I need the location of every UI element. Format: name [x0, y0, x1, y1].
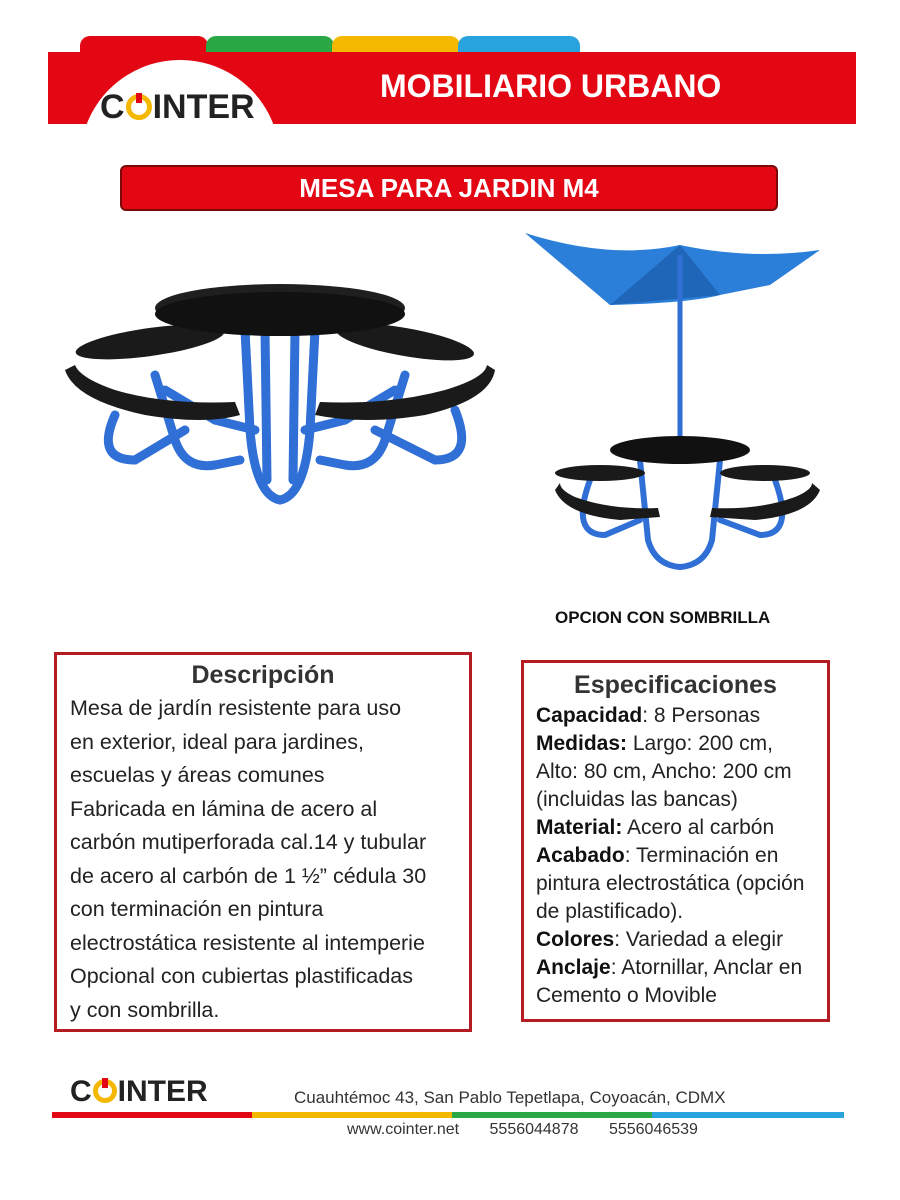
header-logo: C INTER — [100, 88, 255, 126]
footer-stripe-blue — [652, 1112, 844, 1118]
spec-item-anclaje — [536, 954, 819, 1010]
header-title: MOBILIARIO URBANO — [380, 68, 722, 104]
description-line: Mesa de jardín resistente para uso — [70, 696, 402, 720]
website-link[interactable]: www.cointer.net — [347, 1121, 460, 1138]
spec-value: Acero al carbón — [622, 816, 775, 839]
description-line: en exterior, ideal para jardines, — [70, 729, 365, 754]
spec-label: Acabado — [536, 844, 625, 867]
product-title: MESA PARA JARDIN M4 — [299, 172, 599, 203]
specifications-list — [536, 702, 819, 1010]
spec-value: : Terminación en pintura electrostática (opción de plastificado). — [536, 844, 805, 923]
description-line: escuelas y áreas comunes — [70, 763, 325, 787]
spec-item-medidas — [536, 730, 819, 814]
description-line: Opcional con cubiertas plastificadas — [70, 964, 413, 988]
phone-number: 5556044878 — [489, 1121, 579, 1138]
phone-number: 5556046539 — [608, 1121, 698, 1138]
footer-address: Cuauhtémoc 43, San Pablo Tepetlapa, Coyoacán, CDMX — [294, 1088, 726, 1107]
specifications-box — [521, 660, 830, 1022]
description-text — [70, 692, 457, 1027]
spec-item-material — [536, 814, 819, 842]
footer-stripe-yellow — [252, 1112, 452, 1118]
logo-o-icon — [126, 94, 152, 120]
spec-label: Anclaje — [536, 956, 611, 979]
description-heading: Descripción — [191, 661, 335, 689]
description-box — [54, 652, 472, 1032]
spec-value: Largo: 200 cm, Alto: 80 cm, Ancho: 200 cm (incluidas las bancas) — [536, 732, 792, 811]
description-line: de acero al carbón de 1 ½” cédula 30 — [70, 863, 427, 888]
description-line: con terminación en pintura — [70, 897, 324, 921]
spec-item-colores — [536, 926, 819, 954]
footer-logo-o-icon — [93, 1079, 117, 1103]
specifications-heading: Especificaciones — [574, 671, 777, 699]
spec-label: Colores — [536, 928, 615, 951]
spec-item-acabado — [536, 842, 819, 926]
spec-value: : Variedad a elegir — [614, 928, 784, 951]
footer-logo: C INTER — [70, 1075, 208, 1108]
description-line: electrostática resistente al intemperie — [70, 930, 425, 955]
picnic-table-image — [55, 280, 505, 520]
umbrella-option-caption: OPCION CON SOMBRILLA — [555, 608, 771, 627]
description-line: Fabricada en lámina de acero al — [70, 796, 378, 821]
umbrella-table-image — [520, 225, 830, 580]
footer-stripe-red — [52, 1112, 252, 1118]
spec-label: Capacidad — [536, 704, 643, 727]
spec-value: : Atornillar, Anclar en Cemento o Movible — [536, 956, 803, 1007]
spec-value: : 8 Personas — [642, 704, 761, 727]
product-title-bar — [120, 165, 778, 211]
description-line: carbón mutiperforada cal.14 y tubular — [70, 830, 427, 854]
spec-item-capacidad — [536, 702, 819, 730]
footer-contact — [347, 1121, 722, 1139]
spec-label: Medidas: — [536, 732, 628, 755]
spec-label: Material: — [536, 816, 623, 839]
description-line: y con sombrilla. — [70, 997, 220, 1022]
footer-stripe-green — [452, 1112, 652, 1118]
